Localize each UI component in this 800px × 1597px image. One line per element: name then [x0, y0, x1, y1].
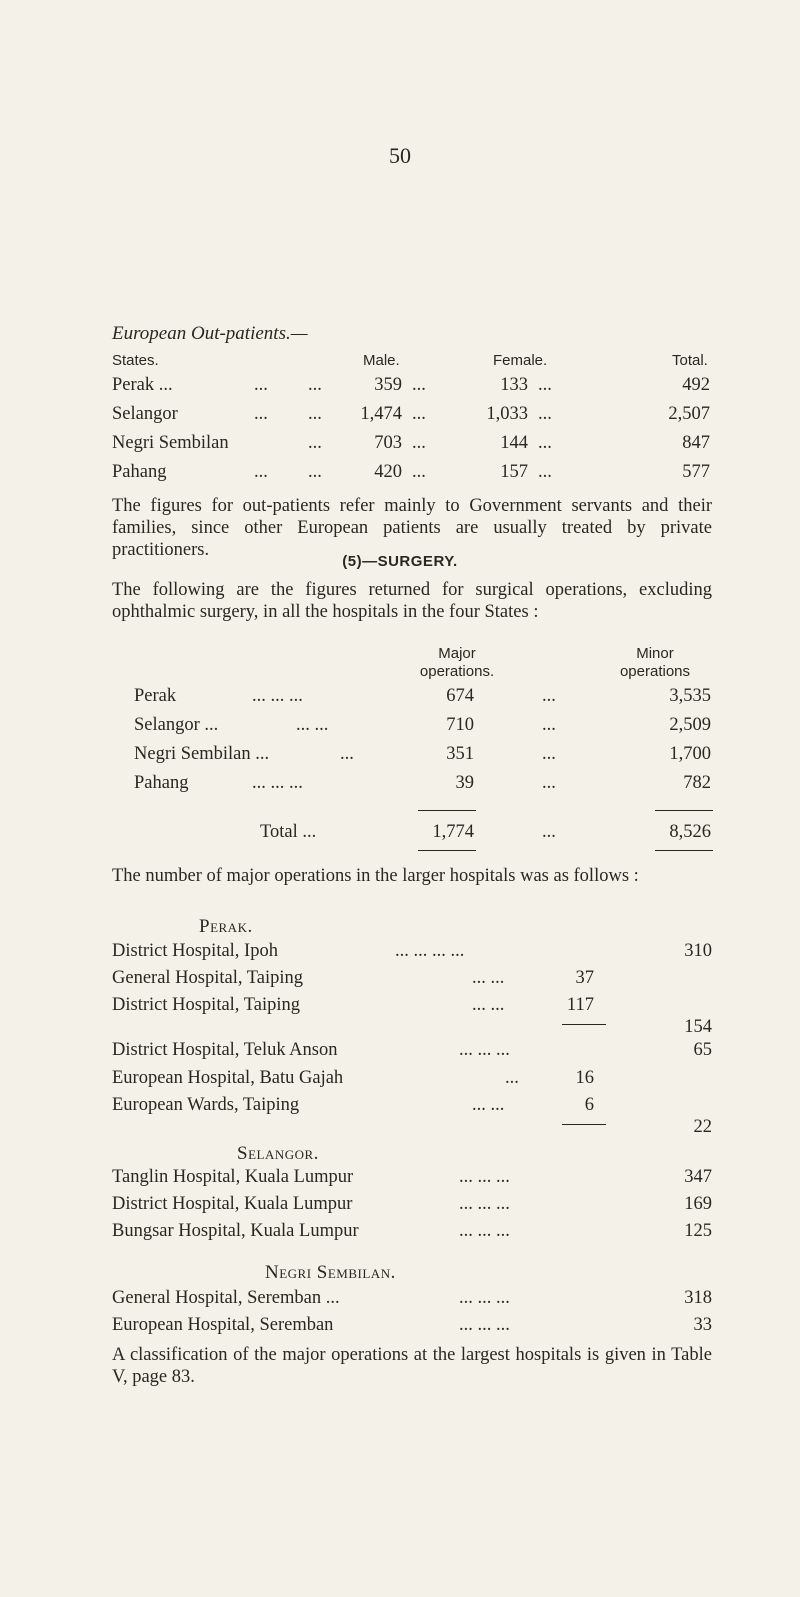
col-header-male: Male. — [363, 352, 400, 369]
male-value: 359 — [374, 375, 402, 395]
total-value: 2,507 — [668, 404, 710, 424]
leader-dots: ... ... ... — [459, 1040, 510, 1060]
leader-dots: ... — [412, 462, 426, 482]
operations-subvalue: 16 — [575, 1068, 594, 1088]
leader-dots: ... — [412, 433, 426, 453]
sum-rule — [655, 810, 713, 811]
female-value: 144 — [500, 433, 528, 453]
outpatients-note: The figures for out-patients refer mainly to Government servants and their families, since other European patients are usually treated by private practitioners. — [112, 496, 712, 560]
surgery-state: Perak — [134, 686, 177, 706]
leader-dots: ... — [542, 686, 556, 706]
larger-hospitals-intro: The number of major operations in the larger hospitals was as follows : — [112, 866, 639, 886]
total-value: 847 — [682, 433, 710, 453]
operations-subtotal: 154 — [684, 1017, 712, 1037]
operations-total: 33 — [693, 1315, 712, 1335]
leader-dots: ... — [542, 773, 556, 793]
outpatient-state: Pahang — [112, 462, 167, 482]
col-header-total: Total. — [672, 352, 708, 369]
hospital-name: District Hospital, Taiping — [112, 995, 300, 1015]
hospital-name: European Hospital, Batu Gajah — [112, 1068, 344, 1088]
section-title: (5)—SURGERY. — [342, 553, 458, 570]
male-value: 703 — [374, 433, 402, 453]
leader-dots: ... — [308, 433, 322, 453]
operations-total: 125 — [684, 1221, 712, 1241]
leader-dots: ... — [542, 822, 556, 842]
operations-subvalue: 37 — [575, 968, 594, 988]
leader-dots: ... ... ... — [252, 773, 303, 793]
operations-total: 310 — [684, 941, 712, 961]
outpatient-state: Selangor — [112, 404, 178, 424]
leader-dots: ... — [412, 404, 426, 424]
col-header-minor-sub: operations — [619, 663, 691, 680]
leader-dots: ... ... ... — [459, 1221, 510, 1241]
surgery-state: Pahang — [134, 773, 189, 793]
leader-dots: ... — [542, 715, 556, 735]
minor-value: 1,700 — [669, 744, 711, 764]
leader-dots: ... ... ... — [459, 1194, 510, 1214]
hospital-name: Tanglin Hospital, Kuala Lumpur — [112, 1167, 354, 1187]
leader-dots: ... ... — [296, 715, 329, 735]
major-value: 674 — [446, 686, 474, 706]
sum-rule — [418, 810, 476, 811]
operations-total: 347 — [684, 1167, 712, 1187]
minor-value: 3,535 — [669, 686, 711, 706]
leader-dots: ... ... — [472, 968, 505, 988]
negri-heading: Negri Sembilan. — [265, 1262, 396, 1283]
minor-value: 2,509 — [669, 715, 711, 735]
male-value: 420 — [374, 462, 402, 482]
leader-dots: ... — [308, 404, 322, 424]
minor-value: 782 — [683, 773, 711, 793]
female-value: 1,033 — [486, 404, 528, 424]
hospital-name: General Hospital, Taiping — [112, 968, 304, 988]
leader-dots: ... — [538, 462, 552, 482]
leader-dots: ... — [542, 744, 556, 764]
operations-subvalue: 6 — [584, 1095, 594, 1115]
surgery-state: Negri Sembilan ... — [134, 744, 270, 764]
leader-dots: ... ... ... — [459, 1288, 510, 1308]
leader-dots: ... — [340, 744, 354, 764]
leader-dots: ... ... ... ... — [395, 941, 465, 961]
leader-dots: ... — [538, 375, 552, 395]
leader-dots: ... — [254, 404, 268, 424]
outpatients-heading: European Out-patients.— — [112, 323, 308, 344]
operations-total: 318 — [684, 1288, 712, 1308]
male-value: 1,474 — [360, 404, 402, 424]
major-value: 39 — [455, 773, 474, 793]
closing-paragraph: A classification of the major operations at the largest hospitals is given in Table V, page 83. — [112, 1345, 712, 1387]
col-header-female: Female. — [493, 352, 548, 369]
surgery-state: Selangor ... — [134, 715, 219, 735]
hospital-name: District Hospital, Kuala Lumpur — [112, 1194, 353, 1214]
col-header-minor: Minor — [636, 645, 674, 662]
selangor-heading: Selangor. — [237, 1143, 319, 1164]
hospital-name: European Wards, Taiping — [112, 1095, 300, 1115]
sum-rule — [418, 850, 476, 851]
page-number: 50 — [389, 143, 411, 168]
leader-dots: ... ... ... — [459, 1167, 510, 1187]
leader-dots: ... — [308, 375, 322, 395]
major-value: 710 — [446, 715, 474, 735]
leader-dots: ... ... — [472, 1095, 505, 1115]
leader-dots: ... — [254, 375, 268, 395]
operations-total: 65 — [693, 1040, 712, 1060]
operations-subtotal: 22 — [693, 1117, 712, 1137]
col-header-major-sub: operations. — [419, 663, 495, 680]
leader-dots: ... — [412, 375, 426, 395]
total-major: 1,774 — [432, 822, 474, 842]
col-header-states: States. — [112, 352, 159, 369]
hospital-name: European Hospital, Seremban — [112, 1315, 334, 1335]
outpatient-state: Perak ... — [112, 375, 173, 395]
leader-dots: ... — [254, 462, 268, 482]
surgery-intro: The following are the figures returned for surgical operations, excluding ophthalmic surgery, in all the hospitals in the four States : — [112, 580, 712, 622]
leader-dots: ... — [308, 462, 322, 482]
hospital-name: Bungsar Hospital, Kuala Lumpur — [112, 1221, 359, 1241]
leader-dots: ... ... ... — [459, 1315, 510, 1335]
hospital-name: District Hospital, Ipoh — [112, 941, 278, 961]
col-header-major: Major — [438, 645, 476, 662]
leader-dots: ... ... ... — [252, 686, 303, 706]
sum-rule — [655, 850, 713, 851]
operations-total: 169 — [684, 1194, 712, 1214]
hospital-name: General Hospital, Seremban ... — [112, 1288, 340, 1308]
leader-dots: ... ... — [472, 995, 505, 1015]
total-minor: 8,526 — [669, 822, 711, 842]
female-value: 157 — [500, 462, 528, 482]
total-value: 492 — [682, 375, 710, 395]
outpatient-state: Negri Sembilan — [112, 433, 229, 453]
total-label: Total ... — [260, 822, 317, 842]
hospital-name: District Hospital, Teluk Anson — [112, 1040, 338, 1060]
leader-dots: ... — [505, 1068, 519, 1088]
leader-dots: ... — [538, 404, 552, 424]
total-value: 577 — [682, 462, 710, 482]
female-value: 133 — [500, 375, 528, 395]
leader-dots: ... — [538, 433, 552, 453]
perak-heading: Perak. — [199, 916, 253, 937]
major-value: 351 — [446, 744, 474, 764]
sum-rule — [562, 1124, 606, 1125]
sum-rule — [562, 1024, 606, 1025]
operations-subvalue: 117 — [566, 995, 594, 1015]
